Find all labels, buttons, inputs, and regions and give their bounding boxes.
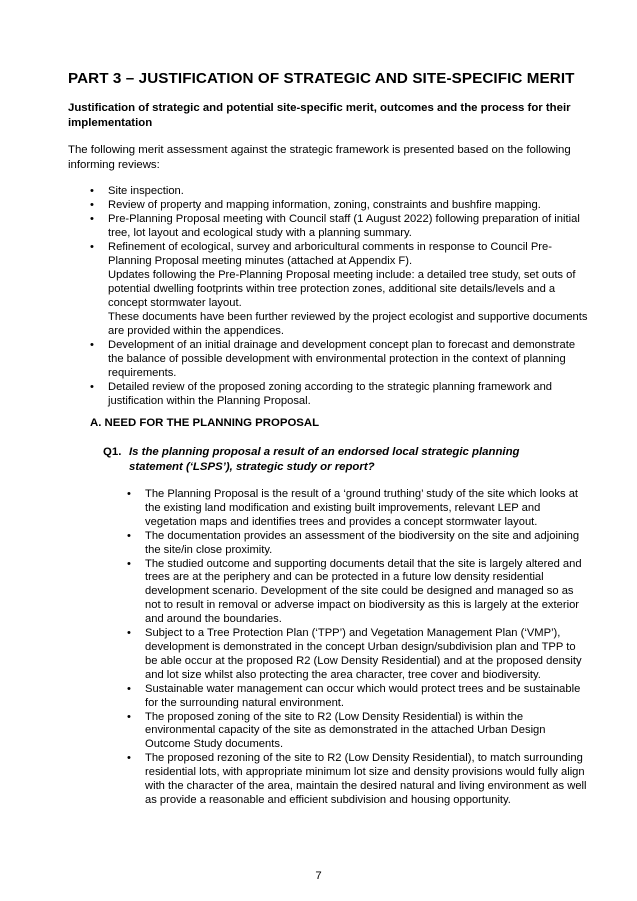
- reviews-list: [90, 184, 590, 408]
- question-number: Q1.: [103, 446, 122, 458]
- review-paragraph: These documents have been further reviewed by the project ecologist and supportive documents are provided within the appendices.: [108, 311, 588, 337]
- review-list-item: [90, 380, 590, 408]
- page-number: 7: [315, 870, 322, 882]
- review-paragraph: • Development of an initial drainage and development concept plan to forecast and demonstrate the balance of possible development with environmental protection in the context of planning requirements.: [108, 339, 576, 379]
- review-list-item: [90, 198, 590, 212]
- page-subtitle: Justification of strategic and potential site-specific merit, outcomes and the process for their implementation: [68, 102, 571, 129]
- review-paragraph: • Review of property and mapping information, zoning, constraints and bushfire mapping.: [108, 199, 541, 211]
- review-paragraph: • Site inspection.: [108, 185, 184, 197]
- question-text: Is the planning proposal a result of an endorsed local strategic planning statement (‘LSPS’), strategic study or report?: [129, 446, 520, 473]
- section-heading: A. NEED FOR THE PLANNING PROPOSAL: [90, 417, 320, 429]
- review-list-item: [90, 212, 590, 240]
- answer-list-item: • The proposed rezoning of the site to R2 (Low Density Residential), to match surrounding residential lots, with appropriate minimum lot size and density provisions would fully align with the character of the area, maintain the desired natural and living environment as well as provide a reasonable and efficient subdivision and housing opportunity.: [127, 752, 587, 808]
- answers-list: [127, 488, 587, 808]
- review-list-item: [90, 240, 590, 338]
- answer-list-item: • The Planning Proposal is the result of a ‘ground truthing’ study of the site which looks at the existing land modification and existing built improvements, relevant LEP and vegetation maps and identifies trees and provides a concept stormwater layout.: [127, 488, 587, 530]
- answer-list-item: • Sustainable water management can occur which would protect trees and be sustainable for the surrounding natural environment.: [127, 683, 587, 711]
- review-list-item: [90, 184, 590, 198]
- answer-list-item: • The proposed zoning of the site to R2 (Low Density Residential) is within the environmental capacity of the site as demonstrated in the attached Urban Design Outcome Study documents.: [127, 711, 587, 753]
- review-paragraph: • Refinement of ecological, survey and arboricultural comments in response to Council Pre-Planning Proposal meeting minutes (attached at Appendix F).: [108, 241, 552, 267]
- review-list-item: [90, 338, 590, 380]
- page-title: PART 3 – JUSTIFICATION OF STRATEGIC AND SITE-SPECIFIC MERIT: [68, 70, 575, 87]
- review-paragraph: Updates following the Pre-Planning Proposal meeting include: a detailed tree study, set outs of potential dwelling footprints within tree protection zones, additional site details/levels and a concept stormwater layout.: [108, 269, 576, 309]
- intro-paragraph: The following merit assessment against the strategic framework is presented based on the following informing reviews:: [68, 144, 571, 171]
- question: [103, 445, 573, 474]
- review-paragraph: • Pre-Planning Proposal meeting with Council staff (1 August 2022) following preparation of initial tree, lot layout and ecological study with a planning summary.: [108, 213, 580, 239]
- answer-list-item: • The studied outcome and supporting documents detail that the site is largely altered and trees are at the periphery and can be protected in a future low density residential development scenario. Development of the site could be designed and managed so as not to result in removal or adverse impact on biodiversity as this is largely at the exterior and around the boundaries.: [127, 558, 587, 628]
- review-paragraph: • Detailed review of the proposed zoning according to the strategic planning framework and justification within the Planning Proposal.: [108, 381, 553, 407]
- answer-list-item: • Subject to a Tree Protection Plan (‘TPP’) and Vegetation Management Plan (‘VMP’), development is demonstrated in the concept Urban design/subdivision plan and TPP to be able occur at the proposed R2 (Low Density Residential) and at the proposed density and lot size whilst also protecting the area character, tree cover and biodiversity.: [127, 627, 587, 683]
- answer-list-item: • The documentation provides an assessment of the biodiversity on the site and adjoining the site/in close proximity.: [127, 530, 587, 558]
